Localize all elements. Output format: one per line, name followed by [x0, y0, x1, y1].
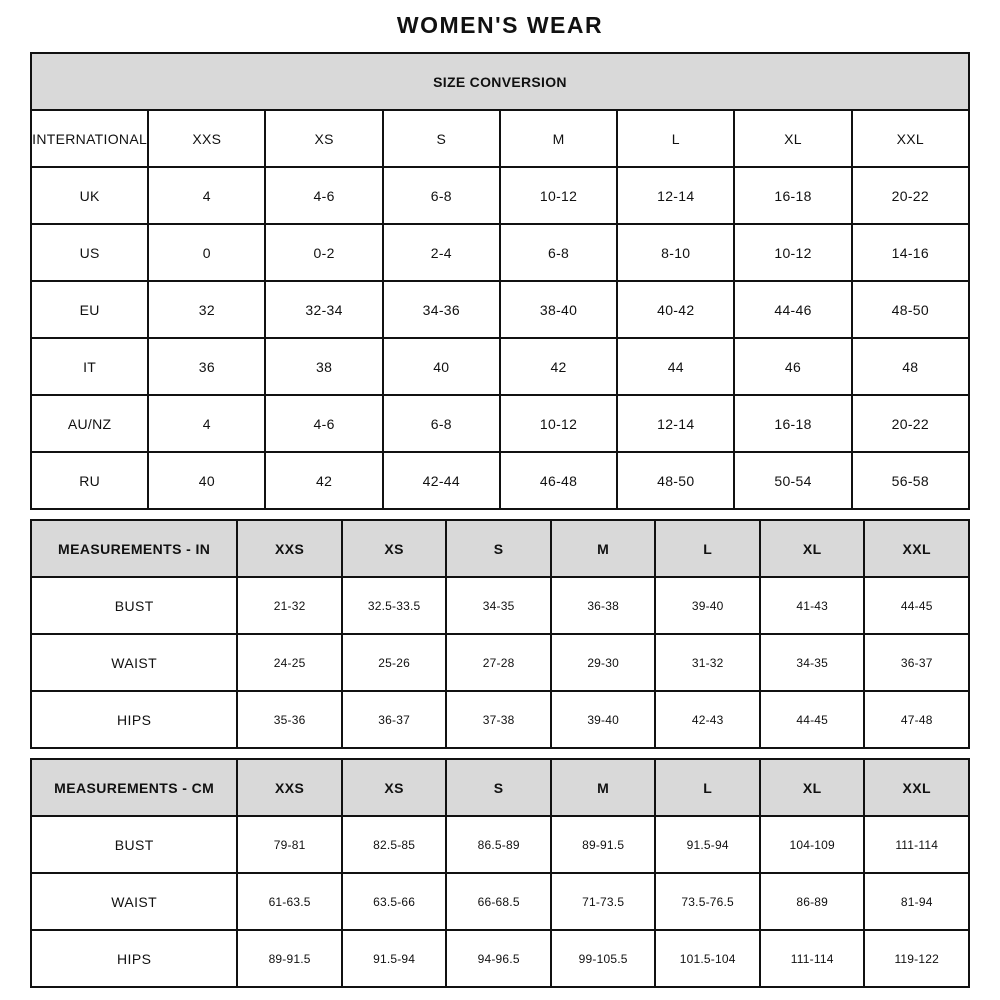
value-cell: 44: [617, 338, 734, 395]
row-label-cell: WAIST: [31, 873, 237, 930]
value-cell: 12-14: [617, 395, 734, 452]
value-cell: 6-8: [500, 224, 617, 281]
value-cell: 32-34: [265, 281, 382, 338]
value-cell: 79-81: [237, 816, 342, 873]
table-row: [31, 930, 969, 987]
value-cell: 91.5-94: [655, 816, 760, 873]
header-cell: M: [551, 759, 656, 816]
header-cell: MEASUREMENTS - CM: [31, 759, 237, 816]
header-cell: XL: [760, 759, 865, 816]
value-cell: 50-54: [734, 452, 851, 509]
value-cell: 2-4: [383, 224, 500, 281]
row-label-cell: IT: [31, 338, 148, 395]
value-cell: 44-45: [760, 691, 865, 748]
row-label-cell: US: [31, 224, 148, 281]
value-cell: 42-44: [383, 452, 500, 509]
page-title: WOMEN'S WEAR: [396, 12, 604, 38]
table-row: [31, 224, 969, 281]
value-cell: 63.5-66: [342, 873, 447, 930]
value-cell: 71-73.5: [551, 873, 656, 930]
value-cell: 34-35: [760, 634, 865, 691]
table-header-row: [31, 110, 969, 167]
value-cell: 20-22: [852, 167, 969, 224]
row-label-cell: HIPS: [31, 930, 237, 987]
value-cell: 6-8: [383, 167, 500, 224]
value-cell: 37-38: [446, 691, 551, 748]
measurements-in-table: [30, 519, 970, 749]
row-label-cell: AU/NZ: [31, 395, 148, 452]
header-cell: XS: [342, 520, 447, 577]
header-cell: S: [446, 520, 551, 577]
value-cell: 48-50: [852, 281, 969, 338]
header-cell: XXS: [237, 759, 342, 816]
value-cell: 99-105.5: [551, 930, 656, 987]
value-cell: 4: [148, 395, 265, 452]
header-cell: S: [383, 110, 500, 167]
value-cell: 4-6: [265, 167, 382, 224]
header-cell: M: [500, 110, 617, 167]
value-cell: 48-50: [617, 452, 734, 509]
value-cell: 39-40: [551, 691, 656, 748]
value-cell: 40: [383, 338, 500, 395]
value-cell: 34-36: [383, 281, 500, 338]
row-label-cell: UK: [31, 167, 148, 224]
value-cell: 47-48: [864, 691, 969, 748]
value-cell: 12-14: [617, 167, 734, 224]
value-cell: 44-45: [864, 577, 969, 634]
table-row: [31, 395, 969, 452]
value-cell: 40-42: [617, 281, 734, 338]
value-cell: 119-122: [864, 930, 969, 987]
value-cell: 29-30: [551, 634, 656, 691]
value-cell: 36-37: [864, 634, 969, 691]
value-cell: 24-25: [237, 634, 342, 691]
size-conversion-table: [30, 52, 970, 510]
table-row: [31, 281, 969, 338]
value-cell: 101.5-104: [655, 930, 760, 987]
header-cell: XXL: [852, 110, 969, 167]
value-cell: 41-43: [760, 577, 865, 634]
value-cell: 38: [265, 338, 382, 395]
table-row: [31, 577, 969, 634]
value-cell: 89-91.5: [237, 930, 342, 987]
value-cell: 34-35: [446, 577, 551, 634]
header-cell: L: [655, 520, 760, 577]
header-cell: MEASUREMENTS - IN: [31, 520, 237, 577]
row-label-cell: HIPS: [31, 691, 237, 748]
header-cell: S: [446, 759, 551, 816]
value-cell: 46: [734, 338, 851, 395]
value-cell: 36: [148, 338, 265, 395]
value-cell: 36-38: [551, 577, 656, 634]
row-label-cell: RU: [31, 452, 148, 509]
header-cell: XXL: [864, 759, 969, 816]
value-cell: 86-89: [760, 873, 865, 930]
value-cell: 32: [148, 281, 265, 338]
value-cell: 36-37: [342, 691, 447, 748]
value-cell: 42: [500, 338, 617, 395]
value-cell: 35-36: [237, 691, 342, 748]
value-cell: 39-40: [655, 577, 760, 634]
value-cell: 25-26: [342, 634, 447, 691]
value-cell: 14-16: [852, 224, 969, 281]
value-cell: 0-2: [265, 224, 382, 281]
value-cell: 61-63.5: [237, 873, 342, 930]
header-cell: XS: [342, 759, 447, 816]
header-cell: XXS: [237, 520, 342, 577]
table-header-row: [31, 520, 969, 577]
header-cell: XS: [265, 110, 382, 167]
value-cell: 104-109: [760, 816, 865, 873]
header-cell: XL: [760, 520, 865, 577]
header-cell: XXL: [864, 520, 969, 577]
row-label-cell: BUST: [31, 577, 237, 634]
value-cell: 46-48: [500, 452, 617, 509]
value-cell: 44-46: [734, 281, 851, 338]
header-cell: XXS: [148, 110, 265, 167]
value-cell: 21-32: [237, 577, 342, 634]
value-cell: 27-28: [446, 634, 551, 691]
value-cell: 16-18: [734, 167, 851, 224]
table-row: [31, 634, 969, 691]
value-cell: 82.5-85: [342, 816, 447, 873]
value-cell: 10-12: [500, 167, 617, 224]
table-row: [31, 338, 969, 395]
table-row: [31, 816, 969, 873]
value-cell: 56-58: [852, 452, 969, 509]
table-banner-row: [31, 53, 969, 110]
row-label-cell: EU: [31, 281, 148, 338]
value-cell: 16-18: [734, 395, 851, 452]
value-cell: 42: [265, 452, 382, 509]
header-cell: INTERNATIONAL: [31, 110, 148, 167]
value-cell: 40: [148, 452, 265, 509]
value-cell: 10-12: [734, 224, 851, 281]
header-cell: L: [617, 110, 734, 167]
value-cell: 81-94: [864, 873, 969, 930]
table-header-row: [31, 759, 969, 816]
value-cell: 4-6: [265, 395, 382, 452]
value-cell: 111-114: [760, 930, 865, 987]
value-cell: 66-68.5: [446, 873, 551, 930]
value-cell: 10-12: [500, 395, 617, 452]
row-label-cell: WAIST: [31, 634, 237, 691]
value-cell: 89-91.5: [551, 816, 656, 873]
value-cell: 73.5-76.5: [655, 873, 760, 930]
value-cell: 86.5-89: [446, 816, 551, 873]
value-cell: 8-10: [617, 224, 734, 281]
value-cell: 94-96.5: [446, 930, 551, 987]
header-cell: M: [551, 520, 656, 577]
value-cell: 31-32: [655, 634, 760, 691]
value-cell: 91.5-94: [342, 930, 447, 987]
value-cell: 42-43: [655, 691, 760, 748]
value-cell: 48: [852, 338, 969, 395]
row-label-cell: BUST: [31, 816, 237, 873]
table-banner-cell: SIZE CONVERSION: [31, 53, 969, 110]
value-cell: 4: [148, 167, 265, 224]
measurements-cm-table: [30, 758, 970, 988]
header-cell: L: [655, 759, 760, 816]
value-cell: 0: [148, 224, 265, 281]
table-row: [31, 873, 969, 930]
table-row: [31, 167, 969, 224]
value-cell: 32.5-33.5: [342, 577, 447, 634]
header-cell: XL: [734, 110, 851, 167]
value-cell: 20-22: [852, 395, 969, 452]
value-cell: 6-8: [383, 395, 500, 452]
value-cell: 38-40: [500, 281, 617, 338]
value-cell: 111-114: [864, 816, 969, 873]
table-row: [31, 691, 969, 748]
table-row: [31, 452, 969, 509]
